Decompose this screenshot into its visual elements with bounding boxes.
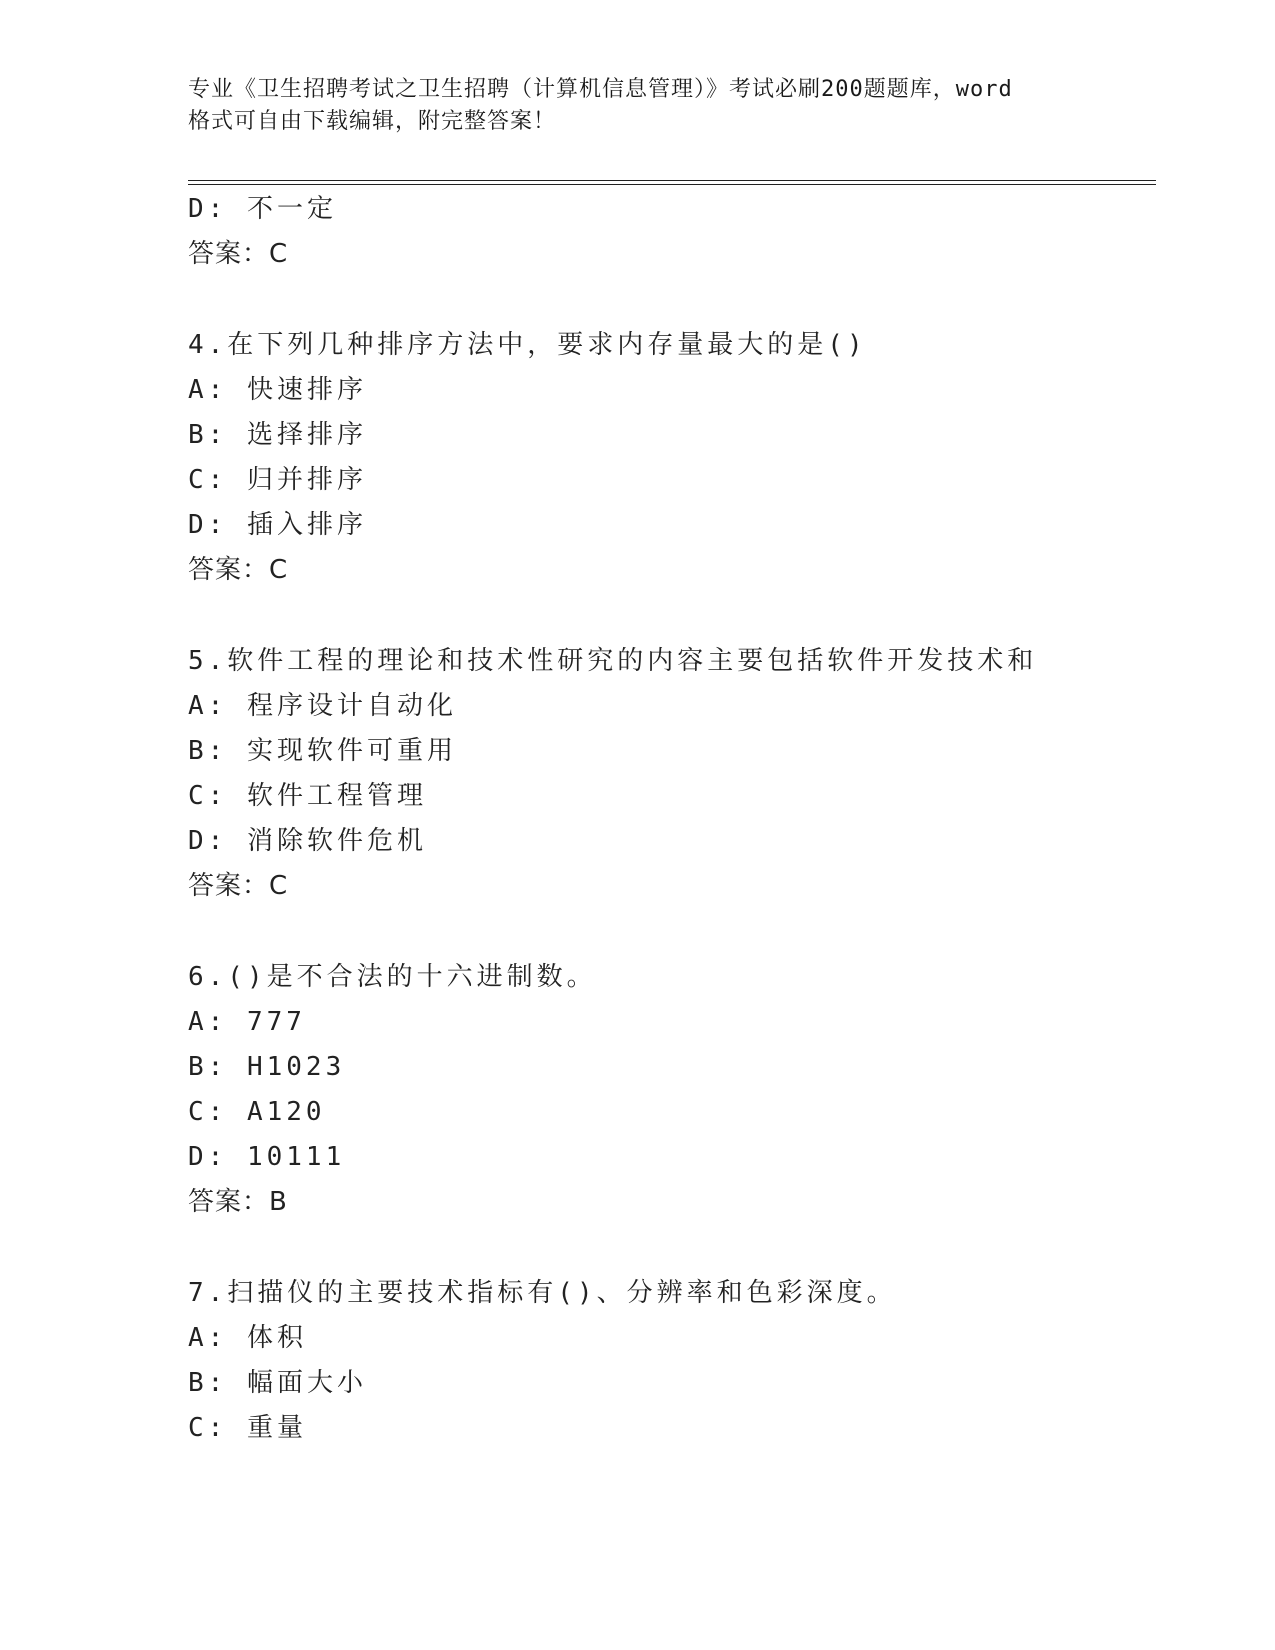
q6-option-d: D: 10111 <box>188 1142 346 1172</box>
q3-answer: 答案：C <box>188 239 289 269</box>
q5-option-a: A: 程序设计自动化 <box>188 691 457 721</box>
document-header <box>188 74 1088 138</box>
header-divider-bottom <box>188 184 1156 185</box>
q6-option-a: A: 777 <box>188 1007 306 1037</box>
q5-answer: 答案：C <box>188 871 289 901</box>
header-divider-top <box>188 180 1156 181</box>
q5-question: 5.软件工程的理论和技术性研究的内容主要包括软件开发技术和 <box>188 646 1038 676</box>
q3-option-d: D: 不一定 <box>188 194 337 224</box>
q6-option-c: C: A120 <box>188 1097 326 1127</box>
q7-question: 7.扫描仪的主要技术指标有()、分辨率和色彩深度。 <box>188 1278 897 1308</box>
q7-option-a: A: 体积 <box>188 1323 307 1353</box>
q7-option-b: B: 幅面大小 <box>188 1368 367 1398</box>
header-line-1: 专业《卫生招聘考试之卫生招聘（计算机信息管理）》考试必刷200题题库，word <box>188 77 1013 102</box>
q6-option-b: B: H1023 <box>188 1052 346 1082</box>
q5-option-d: D: 消除软件危机 <box>188 826 427 856</box>
q6-question: 6.()是不合法的十六进制数。 <box>188 962 597 992</box>
q7-option-c: C: 重量 <box>188 1413 307 1443</box>
q4-option-c: C: 归并排序 <box>188 465 367 495</box>
q4-option-b: B: 选择排序 <box>188 420 367 450</box>
q4-answer: 答案：C <box>188 555 289 585</box>
header-line-2: 格式可自由下载编辑，附完整答案！ <box>188 109 557 134</box>
q4-option-a: A: 快速排序 <box>188 375 367 405</box>
q5-option-b: B: 实现软件可重用 <box>188 736 457 766</box>
q6-answer: 答案：B <box>188 1187 288 1217</box>
q4-question: 4.在下列几种排序方法中，要求内存量最大的是() <box>188 330 867 360</box>
q4-option-d: D: 插入排序 <box>188 510 367 540</box>
q5-option-c: C: 软件工程管理 <box>188 781 427 811</box>
